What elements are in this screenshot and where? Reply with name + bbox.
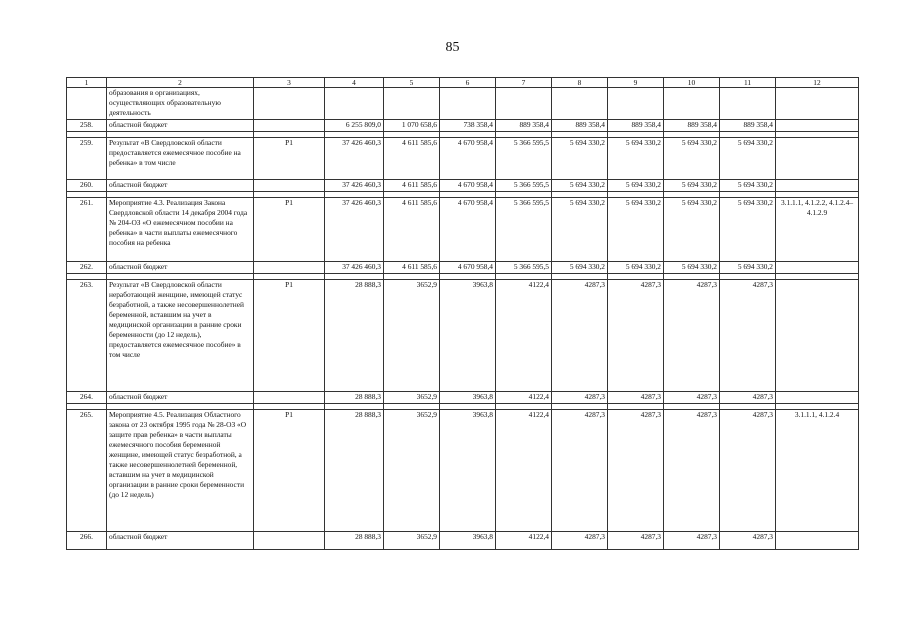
column-header: 2 — [107, 78, 254, 88]
row-value: 4 670 958,4 — [440, 262, 496, 274]
row-value: 4 670 958,4 — [440, 180, 496, 192]
row-value: 4122,4 — [496, 392, 552, 404]
row-value: 5 694 330,2 — [552, 138, 608, 180]
column-header: 8 — [552, 78, 608, 88]
row-number: 259. — [67, 138, 107, 180]
row-targets — [776, 262, 859, 274]
row-description: Мероприятие 4.3. Реализация Закона Свердловской области 14 декабря 2004 года № 204-ОЗ «О ежемесячном пособии на ребенка» в части выплаты ежемесячного пособия на ребенка — [107, 198, 254, 262]
row-value: 37 426 460,3 — [325, 138, 384, 180]
row-targets — [776, 392, 859, 404]
row-value — [384, 88, 440, 120]
row-value: 3963,8 — [440, 392, 496, 404]
row-number: 265. — [67, 410, 107, 532]
row-code — [254, 392, 325, 404]
row-value: 37 426 460,3 — [325, 180, 384, 192]
row-description: образования в организациях, осуществляющих образовательную деятельность — [107, 88, 254, 120]
row-value: 4 611 585,6 — [384, 180, 440, 192]
row-code — [254, 262, 325, 274]
row-value: 4287,3 — [664, 410, 720, 532]
row-value: 4287,3 — [552, 392, 608, 404]
row-value: 4287,3 — [608, 392, 664, 404]
row-targets: 3.1.1.1, 4.1.2.2, 4.1.2.4–4.1.2.9 — [776, 198, 859, 262]
row-value: 5 694 330,2 — [552, 180, 608, 192]
table-row — [67, 262, 859, 274]
row-value — [440, 88, 496, 120]
row-description: областной бюджет — [107, 120, 254, 132]
row-value: 28 888,3 — [325, 392, 384, 404]
row-value — [608, 88, 664, 120]
row-value: 4287,3 — [608, 280, 664, 392]
row-value: 1 070 658,6 — [384, 120, 440, 132]
row-description: областной бюджет — [107, 180, 254, 192]
row-value: 4287,3 — [608, 410, 664, 532]
row-targets — [776, 88, 859, 120]
row-number: 262. — [67, 262, 107, 274]
table-row — [67, 88, 859, 120]
row-value: 889 358,4 — [720, 120, 776, 132]
table-row — [67, 198, 859, 262]
row-code: Р1 — [254, 280, 325, 392]
row-value: 5 694 330,2 — [608, 138, 664, 180]
row-value: 37 426 460,3 — [325, 262, 384, 274]
row-value: 3652,9 — [384, 280, 440, 392]
row-number: 264. — [67, 392, 107, 404]
row-value — [325, 88, 384, 120]
row-code: Р1 — [254, 410, 325, 532]
row-value: 3652,9 — [384, 410, 440, 532]
row-value: 3963,8 — [440, 532, 496, 550]
row-number: 258. — [67, 120, 107, 132]
table-row — [67, 410, 859, 532]
row-value: 3963,8 — [440, 410, 496, 532]
row-number — [67, 88, 107, 120]
row-value: 3652,9 — [384, 532, 440, 550]
row-value: 5 366 595,5 — [496, 262, 552, 274]
row-description: Результат «В Свердловской области неработающей женщине, имеющей статус безработной, а также несовершеннолетней беременной, вставшим на учет в медицинской организации в ранние сроки беременности (до 12 недель), предоставляется ежемесячное пособие» в том числе — [107, 280, 254, 392]
row-code — [254, 88, 325, 120]
row-description: Результат «В Свердловской области предоставляется ежемесячное пособие на ребенка» в том числе — [107, 138, 254, 180]
row-value: 5 366 595,5 — [496, 180, 552, 192]
table-row — [67, 532, 859, 550]
row-description: областной бюджет — [107, 262, 254, 274]
row-value: 5 366 595,5 — [496, 198, 552, 262]
row-value: 4 670 958,4 — [440, 138, 496, 180]
row-value: 5 694 330,2 — [720, 138, 776, 180]
row-code — [254, 532, 325, 550]
row-number: 261. — [67, 198, 107, 262]
row-description: областной бюджет — [107, 532, 254, 550]
column-header: 7 — [496, 78, 552, 88]
row-value: 4122,4 — [496, 410, 552, 532]
row-value: 5 694 330,2 — [664, 180, 720, 192]
row-value — [496, 88, 552, 120]
row-value: 4287,3 — [552, 280, 608, 392]
row-targets — [776, 120, 859, 132]
table-row — [67, 180, 859, 192]
row-value: 5 694 330,2 — [608, 180, 664, 192]
row-value: 4287,3 — [720, 392, 776, 404]
row-value — [664, 88, 720, 120]
row-value: 738 358,4 — [440, 120, 496, 132]
row-value: 4287,3 — [720, 532, 776, 550]
row-value: 5 694 330,2 — [608, 262, 664, 274]
row-value: 4 611 585,6 — [384, 138, 440, 180]
row-code — [254, 120, 325, 132]
row-value: 4287,3 — [608, 532, 664, 550]
column-header: 9 — [608, 78, 664, 88]
row-value: 5 694 330,2 — [720, 262, 776, 274]
row-targets: 3.1.1.1, 4.1.2.4 — [776, 410, 859, 532]
row-number: 266. — [67, 532, 107, 550]
row-code: Р1 — [254, 198, 325, 262]
row-value: 28 888,3 — [325, 280, 384, 392]
header-row — [67, 78, 859, 88]
column-header: 5 — [384, 78, 440, 88]
row-value: 5 366 595,5 — [496, 138, 552, 180]
table-row — [67, 280, 859, 392]
row-value — [720, 88, 776, 120]
row-number: 263. — [67, 280, 107, 392]
row-value: 4287,3 — [664, 392, 720, 404]
row-value: 5 694 330,2 — [552, 198, 608, 262]
row-targets — [776, 280, 859, 392]
row-value: 5 694 330,2 — [608, 198, 664, 262]
row-value: 5 694 330,2 — [720, 180, 776, 192]
row-number: 260. — [67, 180, 107, 192]
page-number: 85 — [445, 40, 460, 55]
column-header: 4 — [325, 78, 384, 88]
row-value: 37 426 460,3 — [325, 198, 384, 262]
row-value: 5 694 330,2 — [664, 198, 720, 262]
row-value: 28 888,3 — [325, 410, 384, 532]
row-value: 4287,3 — [720, 410, 776, 532]
row-value: 5 694 330,2 — [552, 262, 608, 274]
row-code — [254, 180, 325, 192]
row-targets — [776, 532, 859, 550]
row-value: 889 358,4 — [496, 120, 552, 132]
row-value: 4 611 585,6 — [384, 198, 440, 262]
row-value: 4287,3 — [664, 532, 720, 550]
column-header: 10 — [664, 78, 720, 88]
row-value: 4 611 585,6 — [384, 262, 440, 274]
row-value: 4 670 958,4 — [440, 198, 496, 262]
row-description: Мероприятие 4.5. Реализация Областного закона от 23 октября 1995 года № 28-ОЗ «О защите прав ребенка» в части выплаты ежемесячного пособия беременной женщине, имеющей статус безработной, а также несовершеннолетней беременной, вставшим на учет в медицинской организации в ранние сроки беременности (до 12 недель) — [107, 410, 254, 532]
row-value: 5 694 330,2 — [720, 198, 776, 262]
row-value: 28 888,3 — [325, 532, 384, 550]
row-value: 3652,9 — [384, 392, 440, 404]
row-value: 889 358,4 — [664, 120, 720, 132]
budget-table — [66, 77, 859, 550]
row-value: 4122,4 — [496, 532, 552, 550]
row-description: областной бюджет — [107, 392, 254, 404]
row-value: 5 694 330,2 — [664, 138, 720, 180]
table-row — [67, 138, 859, 180]
row-value: 889 358,4 — [608, 120, 664, 132]
row-value: 5 694 330,2 — [664, 262, 720, 274]
row-value: 4287,3 — [720, 280, 776, 392]
column-header: 1 — [67, 78, 107, 88]
row-value: 4122,4 — [496, 280, 552, 392]
row-targets — [776, 180, 859, 192]
row-value: 4287,3 — [552, 410, 608, 532]
row-value: 889 358,4 — [552, 120, 608, 132]
column-header: 12 — [776, 78, 859, 88]
row-value: 4287,3 — [664, 280, 720, 392]
column-header: 11 — [720, 78, 776, 88]
column-header: 3 — [254, 78, 325, 88]
row-value — [552, 88, 608, 120]
row-value: 4287,3 — [552, 532, 608, 550]
row-value: 6 255 809,0 — [325, 120, 384, 132]
table-row — [67, 120, 859, 132]
row-targets — [776, 138, 859, 180]
table-row — [67, 392, 859, 404]
row-value: 3963,8 — [440, 280, 496, 392]
row-code: Р1 — [254, 138, 325, 180]
column-header: 6 — [440, 78, 496, 88]
